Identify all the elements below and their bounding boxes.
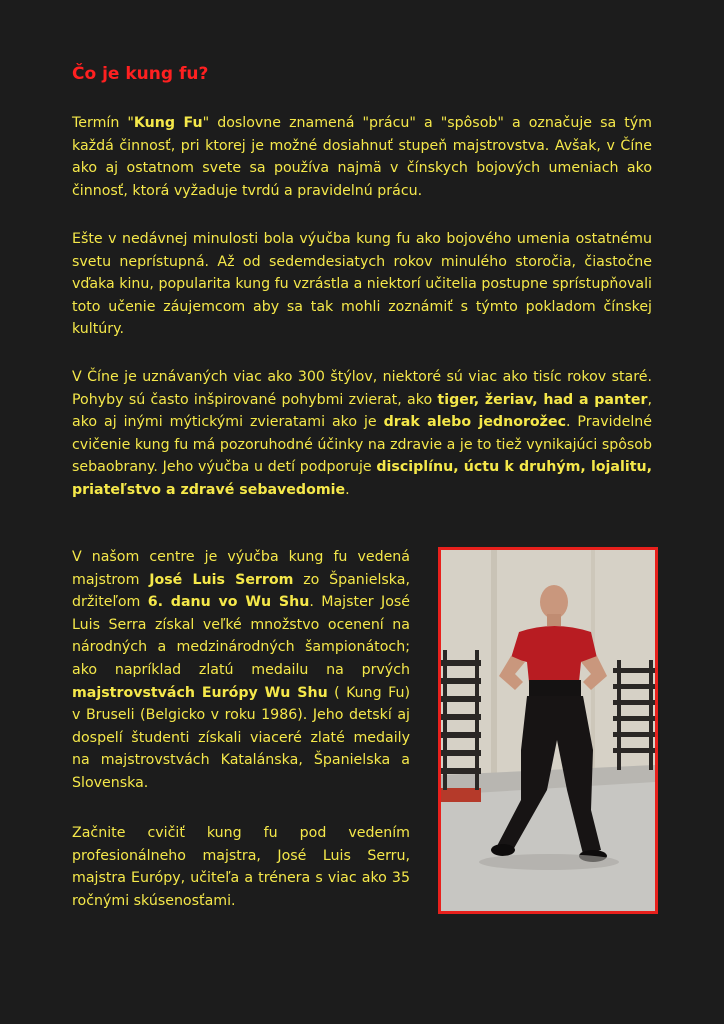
bold-text-run: drak alebo jednorožec	[383, 414, 566, 431]
text-run: . Majster José Luis Serra získal veľké množstvo ocenení na národných a medzinárodných šampionátoch; ako napríklad zlatú medailu na prvých	[72, 594, 410, 678]
bold-text-run: Kung Fu	[133, 115, 203, 131]
text-run: ( Kung Fu) v Bruseli (Belgicko v roku 1986). Jeho detskí aj dospelí študenti získali viaceré zlaté medaily na majstrovstvách Katalánska, Španielska a Slovenska.	[72, 684, 410, 791]
text-run: , ako aj inými mýtickými zvieratami ako je	[72, 391, 652, 431]
master-photo	[438, 547, 658, 914]
text-run: Začnite cvičiť kung fu pod vedením profesionálneho majstra, José Luis Serru, majstra Európy, učiteľa a trénera s viac ako 35 ročnými skúsenosťami.	[72, 825, 410, 909]
text-run: V našom centre je výučba kung fu vedená majstrom	[72, 549, 410, 588]
bold-text-run: José Luis Serrom	[149, 571, 294, 588]
paragraph-master	[72, 546, 410, 795]
bold-text-run: 6. danu vo Wu Shu	[147, 594, 310, 611]
text-run: Ešte v nedávnej minulosti bola výučba kung fu ako bojového umenia ostatnému svetu neprístupná. Až od sedemdesiatych rokov minulého storočia, čiastočne vďaka kinu, popularita kung fu vzrástla a niektorí učitelia postupne sprístupňovali toto učenie záujemcom aby sa tak mohli zoznámiť s týmto pokladom čínskej kultúry.	[72, 231, 652, 338]
text-run: " doslovne znamená "prácu" a "spôsob" a označuje sa tým každá činnosť, pri ktorej je možné dosiahnuť stupeň majstrovstva. Avšak, v Číne ako aj ostatnom svete sa používa najmä v čínskych bojových umeniach ako činnosť, ktorá vyžaduje tvrdú a pravidelnú prácu.	[72, 115, 653, 199]
paragraph-styles	[72, 366, 652, 502]
paragraph-call-to-action	[72, 822, 410, 912]
text-run: .	[345, 481, 350, 498]
bold-text-run: disciplínu, úctu k druhým, lojalitu, priateľstvo a zdravé sebavedomie	[72, 459, 652, 498]
paragraph-history	[72, 228, 652, 341]
text-run: zo Španielska, držiteľom	[72, 571, 410, 611]
text-run: . Pravidelné cvičenie kung fu má pozoruhodné účinky na zdravie a je to tiež vynikajúci spôsob sebaobrany. Jeho výučba u detí podporuje	[72, 414, 652, 476]
paragraph-definition	[72, 112, 652, 202]
text-run: Termín "	[72, 115, 134, 131]
bold-text-run: tiger, žeriav, had a panter	[437, 391, 648, 408]
text-run: V Číne je uznávaných viac ako 300 štýlov, niektoré sú viac ako tisíc rokov staré. Pohyby sú často inšpirované pohybmi zvierat, ako	[72, 369, 652, 408]
page-title: Čo je kung fu?	[72, 64, 209, 84]
bold-text-run: majstrovstvách Európy Wu Shu	[72, 684, 328, 701]
